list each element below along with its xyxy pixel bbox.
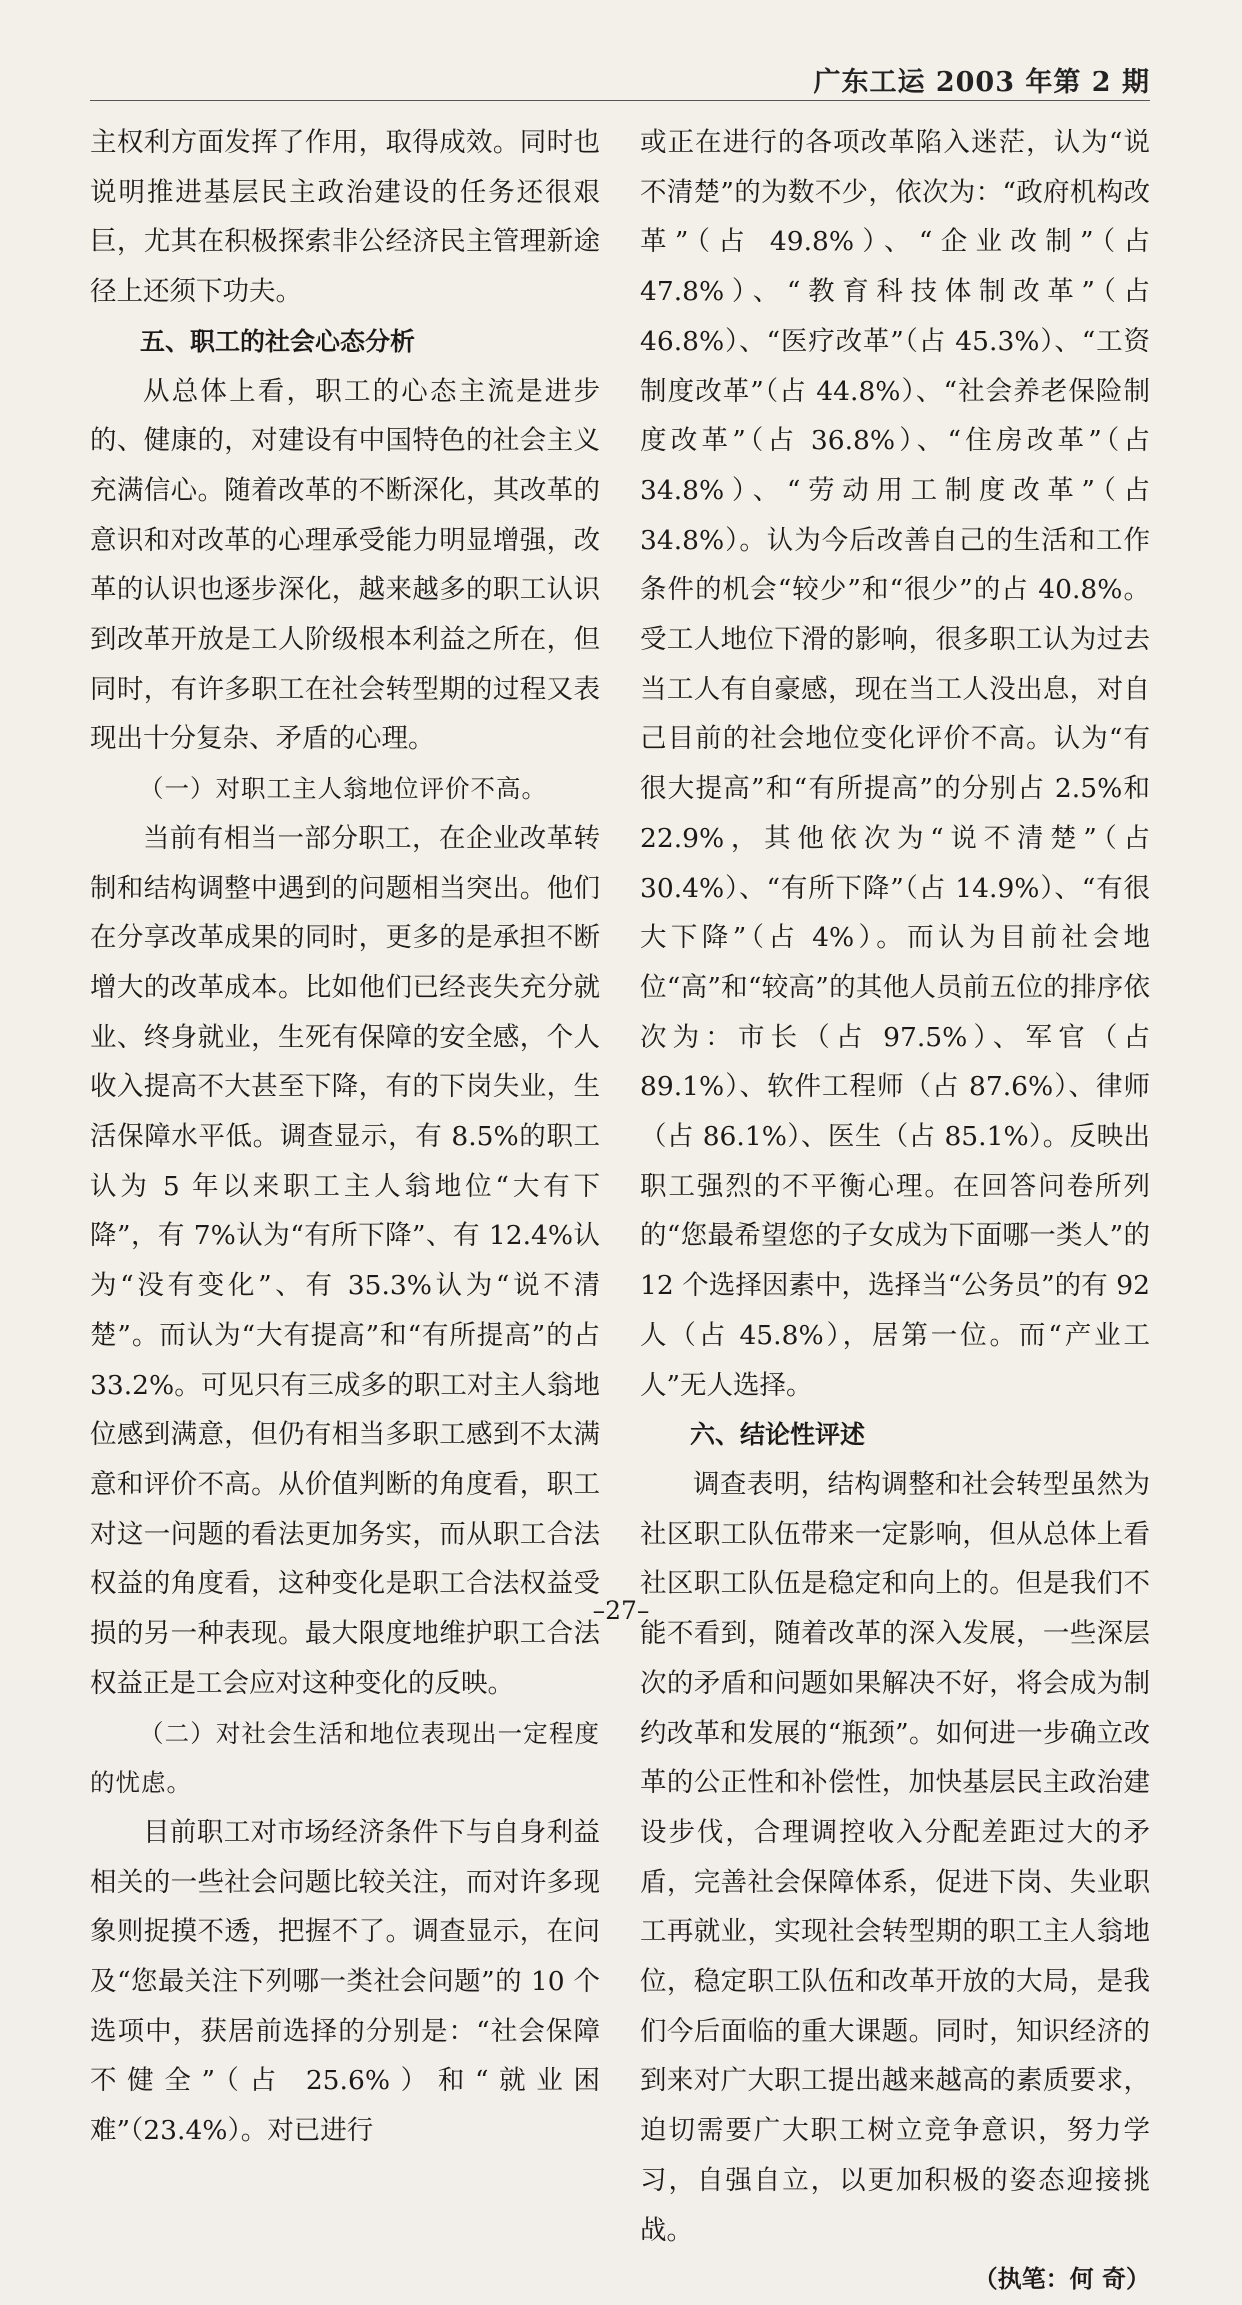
subsection-heading: （一）对职工主人翁地位评价不高。	[139, 774, 547, 804]
paragraph: 当前有相当一部分职工，在企业改革转制和结构调整中遇到的问题相当突出。他们在分享改革成果的同时，更多的是承担不断增大的改革成本。比如他们已经丧失充分就业、终身就业，生死有保障的安全感，个人收入提高不大甚至下降，有的下岗失业，生活保障水平低。调查显示，有 8.5%的职工认为 5 年以来职工主人翁地位“大有下降”，有 7%认为“有所下降”、有 12.4%认为“没有变化”、有 35.3%认为“说不清楚”。而认为“大有提高”和“有所提高”的占 33.2%。可见只有三成多的职工对主人翁地位感到满意，但仍有相当多职工感到不太满意和评价不高。从价值判断的角度看，职工对这一问题的看法更加务实，而从职工合法权益的角度看，这种变化是职工合法权益受损的另一种表现。最大限度地维护职工合法权益正是工会应对这种变化的反映。	[90, 822, 600, 1699]
author-signature: （执笔：何 奇）	[973, 2265, 1150, 2294]
left-column	[90, 118, 600, 2156]
paragraph: 调查表明，结构调整和社会转型虽然为社区职工队伍带来一定影响，但从总体上看社区职工队伍是稳定和向上的。但是我们不能不看到，随着改革的深入发展，一些深层次的矛盾和问题如果解决不好，将会成为制约改革和发展的“瓶颈”。如何进一步确立改革的公正性和补偿性，加快基层民主政治建设步伐，合理调控收入分配差距过大的矛盾，完善社会保障体系，促进下岗、失业职工再就业，实现社会转型期的职工主人翁地位，稳定职工队伍和改革开放的大局，是我们今后面临的重大课题。同时，知识经济的到来对广大职工提出越来越高的素质要求，迫切需要广大职工树立竞争意识，努力学习，自强自立，以更加积极的姿态迎接挑战。	[640, 1468, 1150, 2246]
paragraph: 或正在进行的各项改革陷入迷茫，认为“说不清楚”的为数不少，依次为：“政府机构改革”（占 49.8%）、“企业改制”（占 47.8%）、“教育科技体制改革”（占 46.8%）、“医疗改革”（占 45.3%）、“工资制度改革”（占 44.8%）、“社会养老保险制度改革”（占 36.8%）、“住房改革”（占 34.8%）、“劳动用工制度改革”（占 34.8%）。认为今后改善自己的生活和工作条件的机会“较少”和“很少”的占 40.8%。受工人地位下滑的影响，很多职工认为过去当工人有自豪感，现在当工人没出息，对自己目前的社会地位变化评价不高。认为“有很大提高”和“有所提高”的分别占 2.5%和 22.9%，其他依次为“说不清楚”（占 30.4%）、“有所下降”（占 14.9%）、“有很大下降”（占 4%）。而认为目前社会地位“高”和“较高”的其他人员前五位的排序依次为：市长（占 97.5%）、军官（占 89.1%）、软件工程师（占 87.6%）、律师（占 86.1%）、医生（占 85.1%）。反映出职工强烈的不平衡心理。在回答问卷所列的“您最希望您的子女成为下面哪一类人”的 12 个选择因素中，选择当“公务员”的有 92 人（占 45.8%），居第一位。而“产业工人”无人选择。	[640, 127, 1150, 1401]
paragraph: 主权利方面发挥了作用，取得成效。同时也说明推进基层民主政治建设的任务还很艰巨，尤其在积极探索非公经济民主管理新途径上还须下功夫。	[90, 127, 600, 308]
right-column	[640, 118, 1150, 2305]
paragraph: 目前职工对市场经济条件下与自身利益相关的一些社会问题比较关注，而对许多现象则捉摸不透，把握不了。调查显示，在问及“您最关注下列哪一类社会问题”的 10 个选项中，获居前选择的分别是：“社会保障不健全”（占 25.6%）和“就业困难”（23.4%）。对已进行	[90, 1816, 600, 2147]
section-heading: 六、结论性评述	[690, 1420, 866, 1450]
header-rule	[90, 100, 1150, 101]
paragraph: 从总体上看，职工的心态主流是进步的、健康的，对建设有中国特色的社会主义充满信心。随着改革的不断深化，其改革的意识和对改革的心理承受能力明显增强，改革的认识也逐步深化，越来越多的职工认识到改革开放是工人阶级根本利益之所在，但同时，有许多职工在社会转型期的过程又表现出十分复杂、矛盾的心理。	[90, 375, 600, 755]
running-header: 广东工运 2003 年第 2 期	[813, 67, 1150, 98]
page-number: –27–	[592, 1596, 650, 1625]
section-heading: 五、职工的社会心态分析	[140, 326, 416, 356]
subsection-heading: （二）对社会生活和地位表现出一定程度的忧虑。	[90, 1718, 600, 1798]
